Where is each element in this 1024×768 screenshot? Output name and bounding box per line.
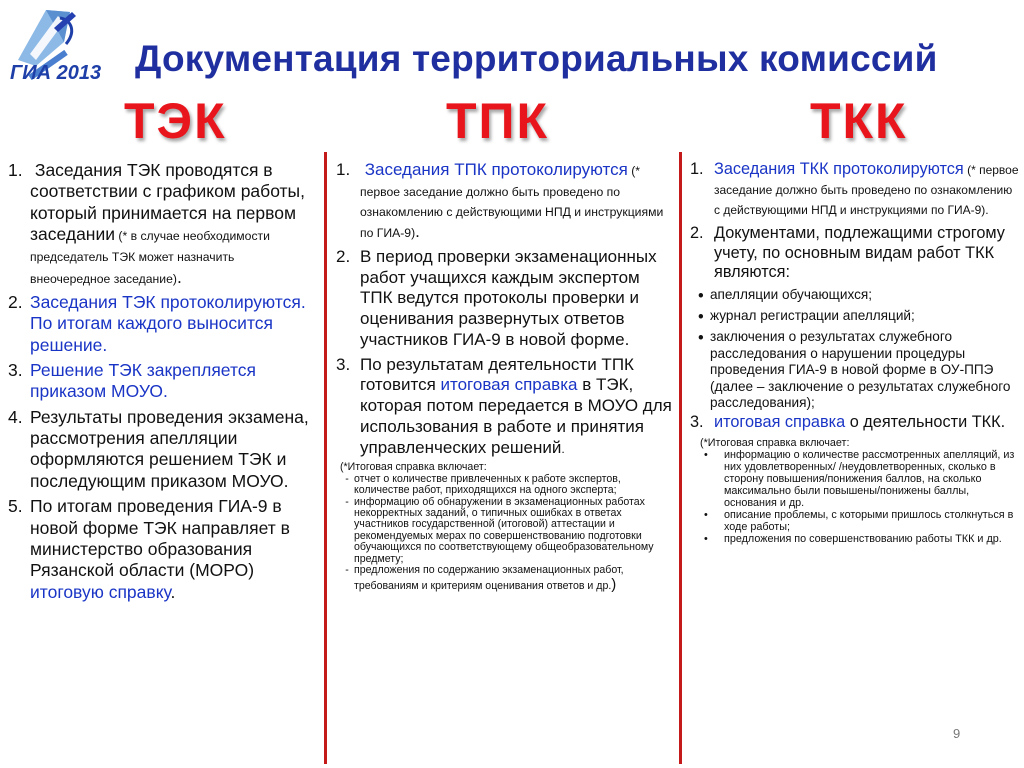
- item-number: 3.: [8, 360, 23, 381]
- item-text: Заседания ТЭК проводятся в соответствии с графиком работы, который принимается на первом заседании: [30, 160, 305, 245]
- header-tkk: ТКК: [810, 93, 908, 149]
- bullet-item: • апелляции обучающихся;: [698, 287, 873, 306]
- list-item: 1. Заседания ТПК протоколируются (* первое заседание должно быть проведено по ознакомлению с действующими НПД и инструкциями по ГИА-9).: [336, 160, 664, 242]
- logo-text: ГИА 2013: [10, 62, 102, 84]
- page-number: 9: [953, 726, 961, 741]
- list-item: 5. По итогам проведения ГИА-9 в новой форме ТЭК направляет в министерство образования Рязанской области (МОРО) итоговую справку.: [8, 496, 290, 602]
- item-number: 1.: [8, 160, 23, 180]
- item-number: 4.: [8, 406, 23, 427]
- highlight-text: Заседания ТПК протоколируются: [364, 160, 628, 179]
- list-item: [336, 247, 674, 351]
- list-item: [690, 413, 1020, 433]
- bullet-item: • заключения о результатах служебного расследования о нарушении процедуры проведения ГИА-9 в новой форме в ОУ-ППЭ (далее – заключение о результатах служебного расследования);: [698, 329, 1011, 411]
- item-text: По итогам проведения ГИА-9 в новой форме ТЭК направляет в министерство образования Рязанской области (МОРО): [30, 496, 290, 581]
- item-number: 2.: [690, 223, 704, 242]
- item-text: Документами, подлежащими строгому учету, по основным видам работ ТКК являются:: [714, 223, 1005, 282]
- item-number: 5.: [8, 496, 23, 517]
- gia-2013-logo: [6, 2, 114, 94]
- item-text: Результаты проведения экзамена, рассмотрения апелляции оформляются решением ТЭК и последующим приказом МОУО.: [30, 406, 309, 491]
- highlight-text: итоговая справка: [440, 375, 578, 395]
- list-item: [8, 292, 318, 356]
- header-tek: ТЭК: [124, 93, 227, 149]
- tkk-column: [690, 160, 1020, 545]
- list-item: 1. Заседания ТЭК проводятся в соответствии с графиком работы, который принимается на первом заседании (* в случае необходимости председатель ТЭК может назначить внеочередное заседание).: [8, 160, 305, 287]
- list-item: [690, 224, 1020, 284]
- item-text: Решение ТЭК закрепляется приказом МОУО.: [30, 360, 257, 402]
- item-text: Заседания ТЭК протоколируются. По итогам каждого выносится решение.: [30, 292, 306, 355]
- column-divider: [324, 152, 327, 764]
- note-item: • предложения по совершенствованию работы ТКК и др.: [704, 533, 1002, 546]
- item-text: В период проверки экзаменационных работ учащихся каждым экспертом ТПК ведутся протоколы проверки и оценивания развернутых ответов участников ГИА-9 в новой форме.: [360, 246, 657, 349]
- tpk-column: [336, 160, 674, 593]
- note-item: - информацию об обнаружении в экзаменационных работах некорректных заданий, о типичных ошибках в ответах участников государственной (итоговой) аттестации и рекомендуемых мерах по совершенствованию подготовки обучающихся по соответствующему общеобразовательному предмету;: [345, 495, 654, 565]
- highlight-text: итоговую справку: [30, 581, 171, 602]
- item-number: 2.: [8, 292, 23, 313]
- note-heading: (*Итоговая справка включает:: [700, 436, 850, 449]
- item-number: 3.: [336, 354, 351, 374]
- list-item: [8, 360, 318, 403]
- list-item: [690, 160, 1020, 220]
- note-heading: (*Итоговая справка включает:: [340, 461, 487, 474]
- item-text: о деятельности ТКК.: [845, 412, 1006, 431]
- summary-note: [336, 462, 674, 593]
- item-note: (* в случае необходимости председатель ТЭК может назначить внеочередное заседание): [30, 229, 270, 286]
- item-number: 1.: [690, 160, 704, 178]
- bullet-item: • журнал регистрации апелляций;: [698, 308, 915, 327]
- page-title: Документация территориальных комиссий: [135, 38, 938, 79]
- header-tpk: ТПК: [446, 93, 549, 149]
- item-note: (* первое заседание должно быть проведено по ознакомлению с действующими НПД и инструкциями по ГИА-9).: [714, 163, 1019, 217]
- note-item: - отчет о количестве привлеченных к работе экспертов, количестве работ, приходящихся на одного эксперта;: [345, 472, 621, 497]
- tek-column: [8, 160, 318, 607]
- note-item: - предложения по содержанию экзаменационных работ, требованиям и критериям оценивания ответов и др.): [345, 564, 624, 593]
- highlight-text: итоговая справка: [714, 412, 846, 431]
- column-divider: [679, 152, 682, 764]
- note-item: • информацию о количестве рассмотренных апелляций, из них удовлетворенных/ /неудовлетворенных, сколько в сторону повышения/понижения баллов, на сколько максимально были повышены/понижены баллы, основания и др.: [704, 448, 1015, 510]
- list-item: [8, 407, 318, 492]
- item-text: в ТЭК, которая потом передается в МОУО для использования в работе и принятия управленческих решений: [360, 375, 672, 457]
- item-number: 2.: [336, 246, 351, 266]
- highlight-text: Заседания ТКК протоколируются: [714, 160, 964, 178]
- note-item: • описание проблемы, с которыми пришлось столкнуться в ходе работы;: [704, 509, 1014, 534]
- summary-note: [690, 437, 1020, 546]
- item-note: (* первое заседание должно быть проведено по ознакомлению с действующими НПД и инструкциями по ГИА-9): [360, 164, 664, 241]
- item-number: 3.: [690, 412, 704, 431]
- item-text: По результатам деятельности ТПК готовится: [360, 354, 634, 395]
- list-item: 3. По результатам деятельности ТПК готовится итоговая справка в ТЭК, которая потом передается в МОУО для использования в работе и принятия управленческих решений.: [336, 354, 672, 457]
- item-number: 1.: [336, 160, 351, 179]
